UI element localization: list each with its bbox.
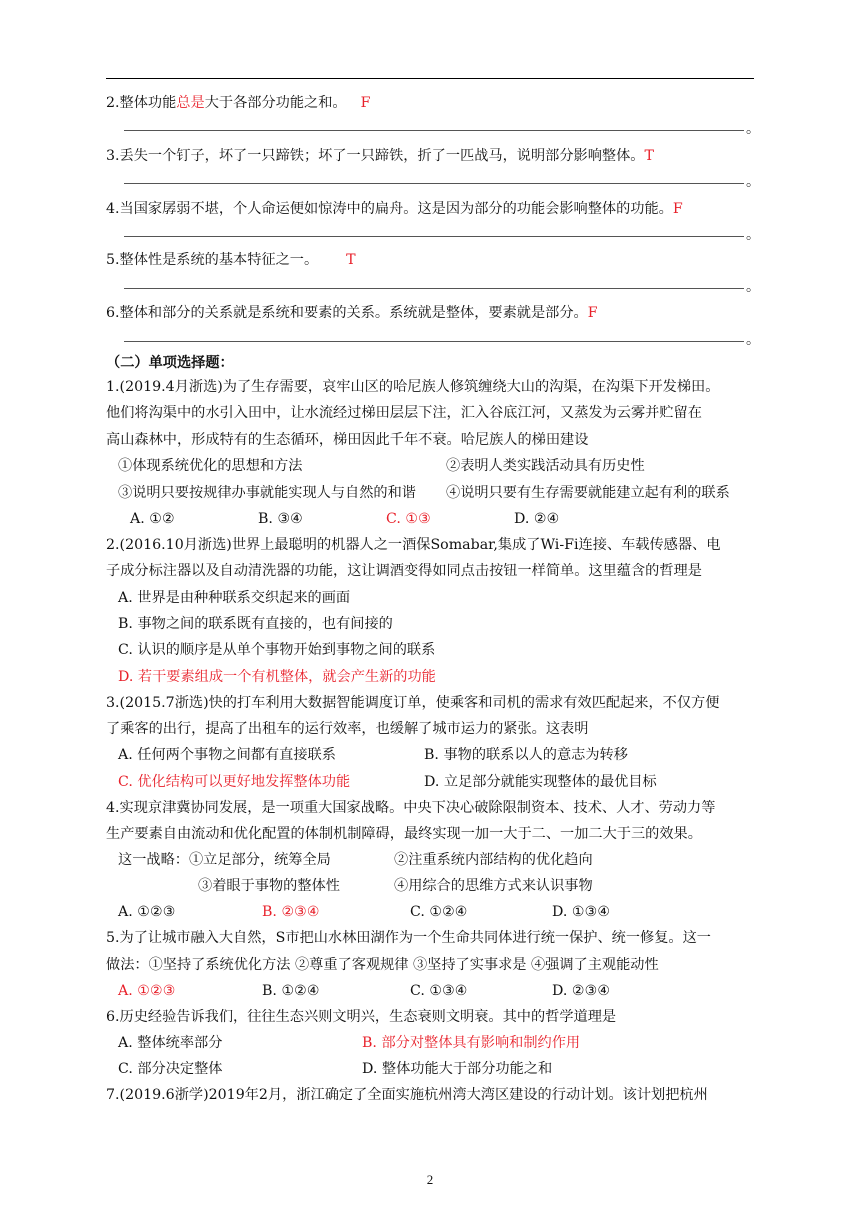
option-d[interactable]: D. ①③④ (552, 904, 611, 920)
answer-line[interactable] (124, 341, 744, 342)
option-b[interactable]: B. ①②④ (262, 983, 320, 999)
answer-mark: T (644, 148, 654, 164)
question-7-line-1: 7.(2019.6浙学)2019年2月，浙江确定了全面实施杭州湾大湾区建设的行动计划。该计划把杭州 (106, 1087, 708, 1103)
question-2-line-2: 子成分标注器以及自动清洗器的功能，这让调酒变得如同点击按钮一样简单。这里蕴含的哲理是 (106, 563, 702, 579)
question-4-line-1: 4.实现京津冀协同发展，是一项重大国家战略。中央下决心破除限制资本、技术、人才、劳动力等 (106, 800, 716, 816)
tf-item-4: 4.当国家孱弱不堪，个人命运便如惊涛中的扁舟。这是因为部分的功能会影响整体的功能。F (106, 201, 683, 217)
question-5-line-1: 5.为了让城市融入大自然，S市把山水林田湖作为一个生命共同体进行统一保护、统一修复。这一 (106, 930, 711, 946)
answer-line[interactable] (124, 130, 744, 131)
statement-4: ④用综合的思维方式来认识事物 (394, 878, 593, 894)
option-a[interactable]: A. 世界是由种种联系交织起来的画面 (118, 590, 351, 606)
option-a[interactable]: A. 整体统率部分 (118, 1035, 223, 1051)
question-5-line-2: 做法：①坚持了系统优化方法 ②尊重了客观规律 ③坚持了实事求是 ④强调了主观能动性 (106, 957, 659, 973)
question-2-line-1: 2.(2016.10月浙选)世界上最聪明的机器人之一酒保Somabar,集成了Wi-Fi连接、车载传感器、电 (106, 537, 721, 553)
option-c-correct[interactable]: C. 优化结构可以更好地发挥整体功能 (118, 774, 351, 790)
answer-mark: T (346, 252, 356, 268)
end-mark: 。 (746, 332, 760, 348)
header-rule (106, 78, 754, 79)
statement-4: ④说明只要有生存需要就能建立起有利的联系 (446, 485, 730, 501)
end-mark: 。 (746, 227, 760, 243)
question-1-line-3: 高山森林中，形成特有的生态循环，梯田因此千年不衰。哈尼族人的梯田建设 (106, 432, 589, 448)
question-3-line-2: 了乘客的出行，提高了出租车的运行效率，也缓解了城市运力的紧张。这表明 (106, 721, 589, 737)
tf-item-2: 2.整体功能总是大于各部分功能之和。 F (106, 95, 371, 111)
option-c[interactable]: C. ①②④ (410, 904, 468, 920)
option-d[interactable]: D. ②④ (514, 511, 560, 527)
statement-2: ②注重系统内部结构的优化趋向 (394, 852, 593, 868)
question-1-line-2: 他们将沟渠中的水引入田中，让水流经过梯田层层下注，汇入谷底江河，又蒸发为云雾并贮留在 (106, 405, 702, 421)
answer-mark: F (672, 201, 683, 217)
tf-item-5: 5.整体性是系统的基本特征之一。 T (106, 252, 356, 268)
option-d[interactable]: D. ②③④ (552, 983, 611, 999)
option-c-correct[interactable]: C. ①③ (386, 511, 431, 527)
statement-1: 这一战略：①立足部分，统筹全局 (118, 852, 331, 868)
answer-line[interactable] (124, 236, 744, 237)
end-mark: 。 (746, 279, 760, 295)
tf-item-3: 3.丢失一个钉子，坏了一只蹄铁；坏了一只蹄铁，折了一匹战马，说明部分影响整体。T (106, 148, 654, 164)
statement-3: ③着眼于事物的整体性 (198, 878, 340, 894)
option-a[interactable]: A. ①② (130, 511, 175, 527)
statement-3: ③说明只要按规律办事就能实现人与自然的和谐 (118, 485, 416, 501)
option-d-correct[interactable]: D. 若干要素组成一个有机整体，就会产生新的功能 (118, 669, 436, 685)
option-c[interactable]: C. ①③④ (410, 983, 468, 999)
option-c[interactable]: C. 认识的顺序是从单个事物开始到事物之间的联系 (118, 642, 436, 658)
option-b-correct[interactable]: B. ②③④ (262, 904, 320, 920)
answer-mark: F (587, 305, 598, 321)
option-b-correct[interactable]: B. 部分对整体具有影响和制约作用 (362, 1035, 581, 1051)
tf-item-6: 6.整体和部分的关系就是系统和要素的关系。系统就是整体，要素就是部分。F (106, 305, 598, 321)
option-a[interactable]: A. ①②③ (118, 904, 176, 920)
highlighted-word: 总是 (176, 95, 205, 111)
option-b[interactable]: B. 事物之间的联系既有直接的，也有间接的 (118, 616, 393, 632)
answer-mark: F (360, 95, 371, 111)
end-mark: 。 (746, 174, 760, 190)
section-title: （二）单项选择题： (106, 355, 234, 371)
option-d[interactable]: D. 整体功能大于部分功能之和 (362, 1061, 553, 1077)
question-4-line-2: 生产要素自由流动和优化配置的体制机制障碍，最终实现一加一大于二、一加二大于三的效果。 (106, 826, 702, 842)
question-6-line-1: 6.历史经验告诉我们，往往生态兴则文明兴，生态衰则文明衰。其中的哲学道理是 (106, 1009, 617, 1025)
answer-line[interactable] (124, 288, 744, 289)
option-d[interactable]: D. 立足部分就能实现整体的最优目标 (424, 774, 657, 790)
question-1-line-1: 1.(2019.4月浙选)为了生存需要，哀牢山区的哈尼族人修筑缠绕大山的沟渠，在沟渠下开发梯田。 (106, 379, 720, 395)
option-a-correct[interactable]: A. ①②③ (118, 983, 176, 999)
option-b[interactable]: B. ③④ (258, 511, 303, 527)
end-mark: 。 (746, 121, 760, 137)
option-c[interactable]: C. 部分决定整体 (118, 1061, 223, 1077)
page-number: 2 (426, 1172, 434, 1187)
statement-1: ①体现系统优化的思想和方法 (118, 458, 303, 474)
option-a[interactable]: A. 任何两个事物之间都有直接联系 (118, 747, 336, 763)
option-b[interactable]: B. 事物的联系以人的意志为转移 (424, 747, 628, 763)
answer-line[interactable] (124, 183, 744, 184)
statement-2: ②表明人类实践活动具有历史性 (446, 458, 645, 474)
question-3-line-1: 3.(2015.7浙选)快的打车利用大数据智能调度订单，使乘客和司机的需求有效匹配起来，不仅方便 (106, 695, 720, 711)
